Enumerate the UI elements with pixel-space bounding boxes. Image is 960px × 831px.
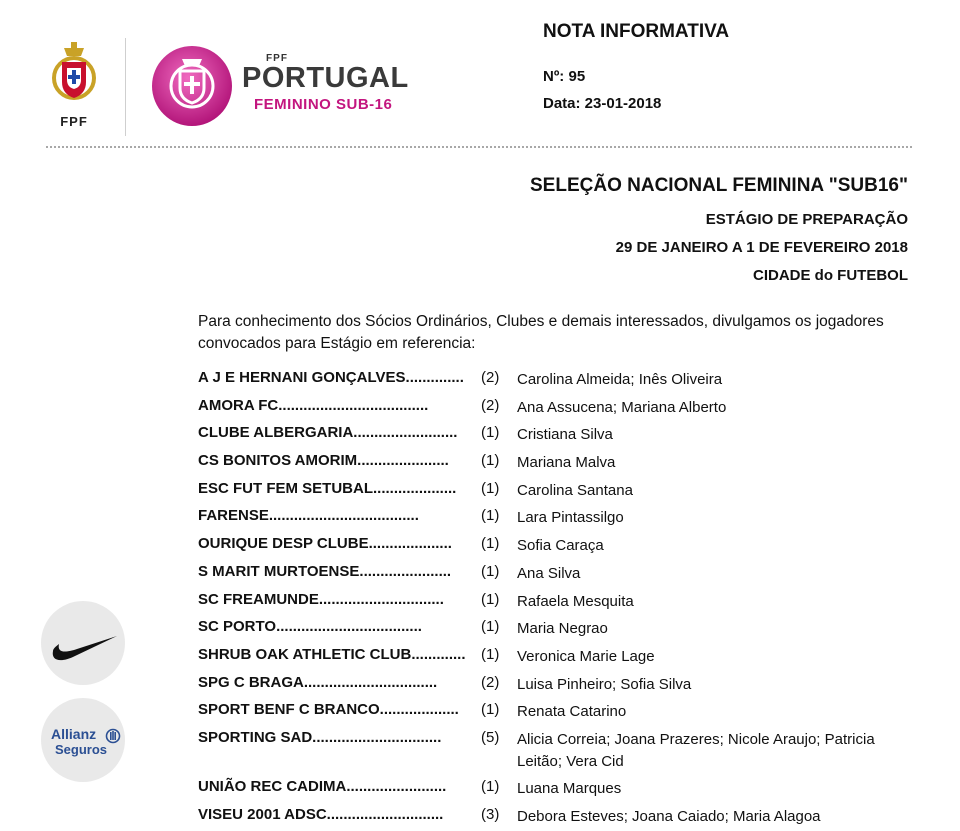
list-item [198,477,910,505]
allianz-eagle-icon [105,728,121,744]
club-name: SPORTING SAD............................... [198,728,442,746]
fpf-logo [46,40,102,132]
club-name: CS BONITOS AMORIM...................... [198,452,449,470]
player-names: Luisa Pinheiro; Sofia Silva [517,675,692,693]
player-names: Ana Silva [517,564,581,582]
club-name: AMORA FC.................................... [198,396,429,414]
list-item [198,615,910,643]
player-count: (1) [481,424,500,442]
player-count: (1) [481,701,500,719]
player-names: Debora Esteves; Joana Caiado; Maria Alagoa [517,807,821,825]
player-names: Cristiana Silva [517,426,613,444]
brand-name: PORTUGAL [242,62,409,94]
list-item [198,671,910,699]
player-count: (1) [481,645,500,663]
intro-paragraph: Para conhecimento dos Sócios Ordinários, Clubes e demais interessados, divulgamos os jogadores convocados para Estágio em referencia: [198,313,884,352]
player-names: Alicia Correia; Joana Prazeres; Nicole Araujo; Patricia Leitão; Vera Cid [517,730,875,770]
player-names: Lara Pintassilgo [517,509,624,527]
sub16-crest-icon [150,44,234,128]
document-date: Data: 23-01-2018 [543,95,662,112]
list-item [198,421,910,449]
list-item [198,698,910,726]
player-count: (2) [481,396,500,414]
dotted-divider [46,146,912,148]
club-name: OURIQUE DESP CLUBE.................... [198,535,452,553]
club-name: CLUBE ALBERGARIA......................... [198,424,458,442]
player-count: (1) [481,535,500,553]
list-item [198,803,910,831]
fpf-logo-text: FPF [60,114,88,129]
player-names: Maria Negrao [517,620,608,638]
document-title: NOTA INFORMATIVA [543,21,730,42]
player-count: (1) [481,507,500,525]
portugal-feminino-logo [150,44,410,128]
player-count: (1) [481,479,500,497]
club-name: SC FREAMUNDE.............................. [198,590,444,608]
club-name: VISEU 2001 ADSC............................ [198,805,444,823]
list-item [198,532,910,560]
player-count: (5) [481,728,500,746]
club-name: A J E HERNANI GONÇALVES.............. [198,369,464,386]
document-number: Nº: 95 [543,68,586,85]
header-divider [125,38,126,136]
player-names: Sofia Caraça [517,537,604,555]
list-item [198,726,910,775]
player-names: Luana Marques [517,779,622,797]
list-item [198,504,910,532]
club-name: SC PORTO................................... [198,618,422,636]
dates-heading: 29 DE JANEIRO A 1 DE FEVEREIRO 2018 [615,239,908,256]
seguros-label: Seguros [55,742,108,757]
list-item [198,366,910,394]
player-count: (2) [481,673,500,691]
nike-swoosh-icon [41,601,125,685]
player-count: (3) [481,805,500,823]
club-name: ESC FUT FEM SETUBAL.................... [198,479,457,497]
player-count: (1) [481,777,500,795]
fpf-crest-icon [46,40,102,112]
player-count: (1) [481,452,500,470]
location-heading: CIDADE do FUTEBOL [753,267,908,284]
estagio-heading: ESTÁGIO DE PREPARAÇÃO [705,211,908,228]
player-names: Ana Assucena; Mariana Alberto [517,398,727,416]
club-name: SHRUB OAK ATHLETIC CLUB............. [198,645,466,663]
list-item [198,643,910,671]
club-name: SPG C BRAGA................................ [198,673,438,691]
list-item [198,775,910,803]
player-count: (1) [481,618,500,636]
list-item [198,449,910,477]
selecao-heading: SELEÇÃO NACIONAL FEMININA "SUB16" [530,175,908,196]
allianz-label: Allianz [51,726,97,742]
club-list [198,366,910,830]
list-item [198,588,910,616]
list-item [198,394,910,422]
brand-top-text: FPF [266,53,288,64]
player-names: Mariana Malva [517,454,616,472]
player-names: Carolina Santana [517,481,633,499]
player-names: Veronica Marie Lage [517,647,655,665]
player-names: Renata Catarino [517,703,627,721]
allianz-sponsor-badge [41,698,125,782]
club-name: UNIÃO REC CADIMA........................ [198,777,447,795]
brand-subtitle: FEMININO SUB-16 [254,96,393,113]
player-count: (1) [481,562,500,580]
nike-sponsor-badge [41,601,125,685]
player-names: Rafaela Mesquita [517,592,634,610]
club-name: FARENSE.................................... [198,507,419,525]
club-name: SPORT BENF C BRANCO................... [198,701,459,719]
player-count: (2) [481,369,500,386]
player-count: (1) [481,590,500,608]
list-item [198,560,910,588]
club-name: S MARIT MURTOENSE...................... [198,562,452,580]
player-names: Carolina Almeida; Inês Oliveira [517,371,723,388]
